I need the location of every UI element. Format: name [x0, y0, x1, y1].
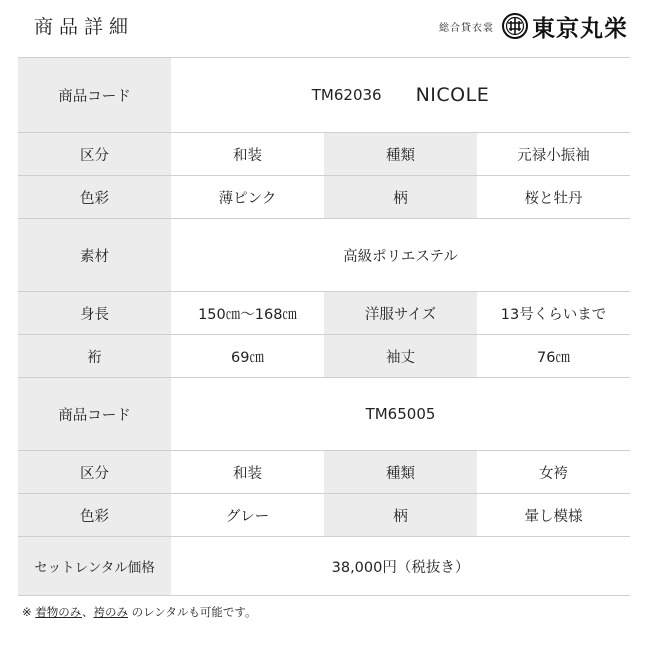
note-prefix: ※: [22, 605, 36, 619]
color-value: グレー: [171, 494, 324, 536]
category-label: 区分: [18, 451, 171, 493]
product-code: TM62036: [311, 86, 382, 104]
product-code-value: [171, 378, 630, 450]
material-value: 高級ポリエステル: [171, 219, 630, 291]
type-value: 女袴: [477, 451, 630, 493]
pattern-label: 柄: [324, 176, 477, 218]
table-row: [18, 219, 630, 292]
product-code-row: [18, 58, 630, 133]
category-value: 和装: [171, 133, 324, 175]
product-detail-table: [18, 57, 630, 596]
price-value: 38,000円（税抜き）: [171, 537, 630, 595]
note-suffix: のレンタルも可能です。: [128, 605, 257, 619]
color-label: 色彩: [18, 494, 171, 536]
pattern-label: 柄: [324, 494, 477, 536]
sleeve-length-label: 裄: [18, 335, 171, 377]
product-brand: NICOLE: [415, 84, 490, 106]
sleeve-drop-value: 76㎝: [477, 335, 630, 377]
hakama-only-link[interactable]: 袴のみ: [93, 605, 128, 619]
product-code-label: 商品コード: [18, 378, 171, 450]
brand-name: 東京丸栄: [532, 15, 628, 42]
price-label: セットレンタル価格: [18, 537, 171, 595]
table-row: [18, 494, 630, 537]
clothing-size-value: 13号くらいまで: [477, 292, 630, 334]
height-value: 150㎝～168㎝: [171, 292, 324, 334]
page-header: [0, 0, 650, 52]
crest-emblem-icon: [502, 13, 528, 39]
pattern-value: 桜と牡丹: [477, 176, 630, 218]
color-value: 薄ピンク: [171, 176, 324, 218]
material-label: 素材: [18, 219, 171, 291]
table-row: [18, 292, 630, 335]
table-row: [18, 335, 630, 378]
pattern-value: 暈し模様: [477, 494, 630, 536]
brand-logo: [439, 8, 628, 44]
product-code-label: 商品コード: [18, 58, 171, 132]
type-value: 元禄小振袖: [477, 133, 630, 175]
category-value: 和装: [171, 451, 324, 493]
rental-note: [22, 604, 257, 620]
product-code-value: [171, 58, 630, 132]
product-code: TM65005: [365, 405, 436, 423]
type-label: 種類: [324, 451, 477, 493]
clothing-size-label: 洋服サイズ: [324, 292, 477, 334]
brand-subtitle: 総合貸衣裳: [439, 22, 494, 34]
type-label: 種類: [324, 133, 477, 175]
page-title: 商品詳細: [34, 16, 135, 38]
price-row: [18, 537, 630, 596]
height-label: 身長: [18, 292, 171, 334]
sleeve-length-value: 69㎝: [171, 335, 324, 377]
note-separator: 、: [82, 605, 94, 619]
category-label: 区分: [18, 133, 171, 175]
kimono-only-link[interactable]: 着物のみ: [35, 605, 82, 619]
sleeve-drop-label: 袖丈: [324, 335, 477, 377]
table-row: [18, 176, 630, 219]
table-row: [18, 451, 630, 494]
table-row: [18, 133, 630, 176]
color-label: 色彩: [18, 176, 171, 218]
product-code-row: [18, 378, 630, 451]
